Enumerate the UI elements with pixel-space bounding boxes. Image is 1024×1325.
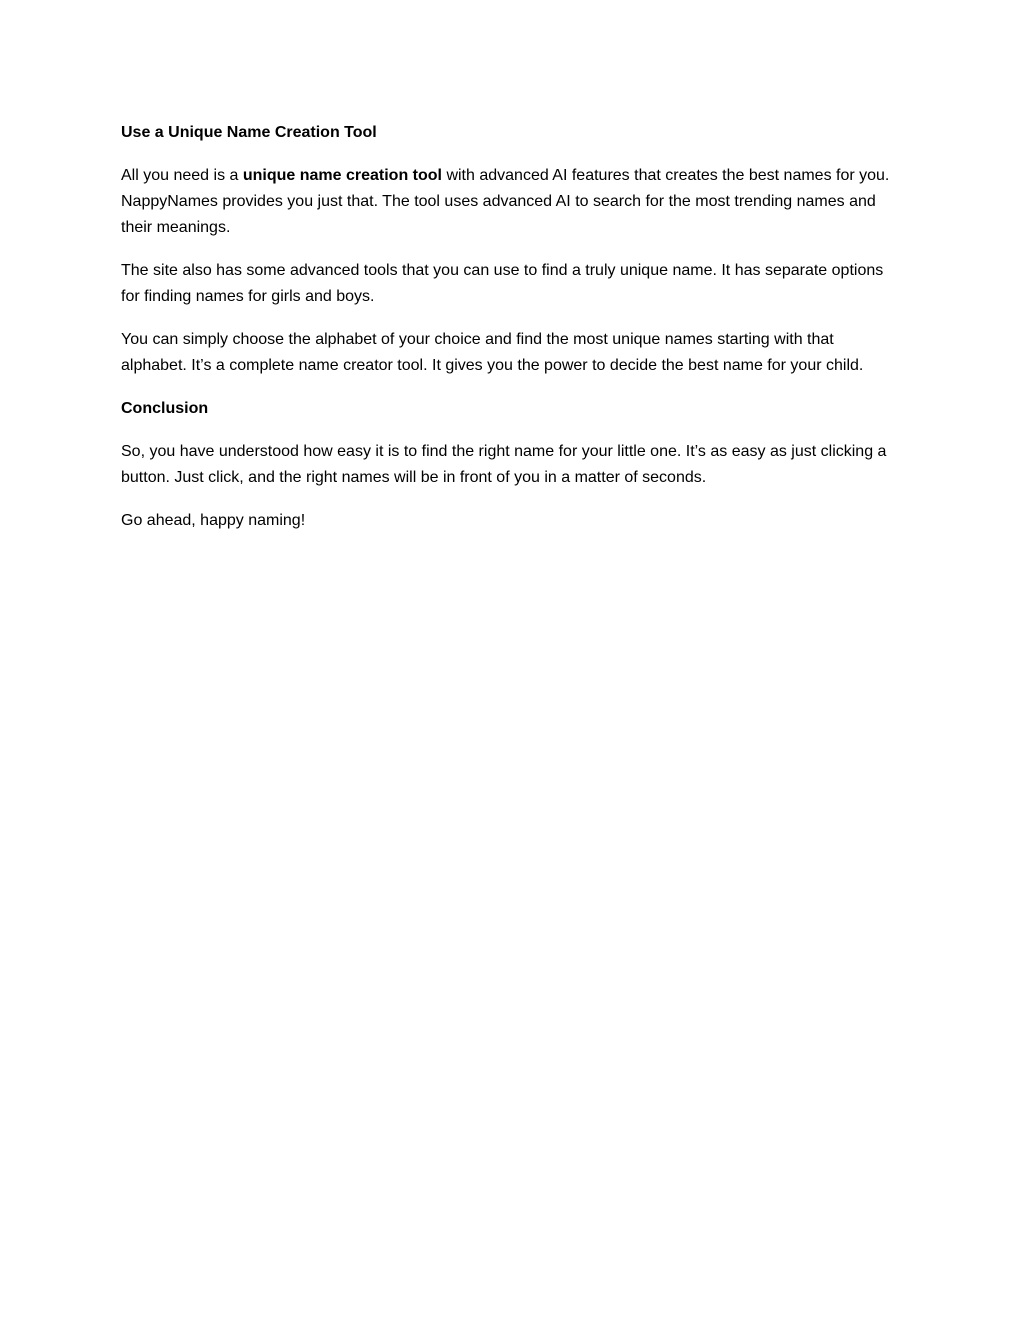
document-body	[121, 120, 901, 551]
paragraph-conclusion: So, you have understood how easy it is to find the right name for your little one. It’s as easy as just clicking a button. Just click, and the right names will be in front of you in a matter of seconds.	[121, 443, 887, 486]
section-heading-tool: Use a Unique Name Creation Tool	[121, 124, 377, 141]
section-heading-conclusion: Conclusion	[121, 400, 209, 417]
paragraph-closing: Go ahead, happy naming!	[121, 512, 306, 529]
paragraph-alphabet: You can simply choose the alphabet of your choice and find the most unique names starting with that alphabet. It’s a complete name creator tool. It gives you the power to decide the best name for your child.	[121, 331, 864, 374]
paragraph-intro-start: All you need is a	[121, 167, 243, 184]
paragraph-advanced-tools: The site also has some advanced tools that you can use to find a truly unique name. It has separate options for finding names for girls and boys.	[121, 262, 884, 305]
paragraph-intro	[121, 163, 901, 241]
bold-keyword: unique name creation tool	[242, 167, 442, 184]
paragraph-intro-end: with advanced AI features that creates the best names for you. NappyNames provides you just that. The tool uses advanced AI to search for the most trending names and their meanings.	[121, 167, 890, 236]
